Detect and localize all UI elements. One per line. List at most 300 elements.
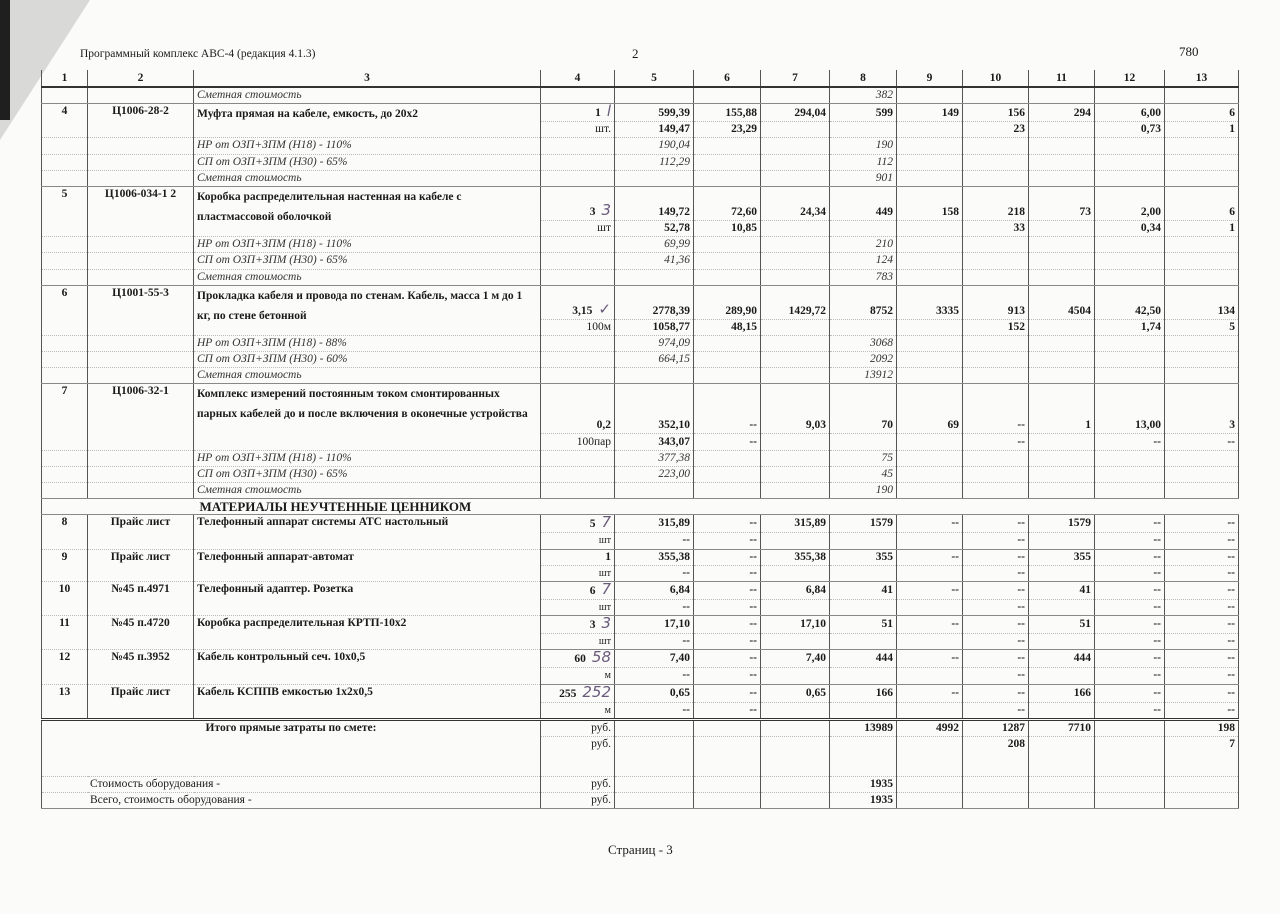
- value-cell: 166: [1029, 684, 1095, 702]
- cell: [897, 170, 963, 186]
- value-cell: --: [963, 634, 1029, 650]
- profit-rate: 112,29: [615, 154, 694, 170]
- item-code: Прайс лист: [88, 684, 194, 719]
- overhead-row: [42, 450, 1239, 466]
- section-title: МАТЕРИАЛЫ НЕУЧТЕННЫЕ ЦЕННИКОМ: [194, 499, 1239, 515]
- cell: [761, 736, 830, 776]
- overhead-value: 75: [830, 450, 897, 466]
- value-cell: --: [1095, 650, 1165, 668]
- item-number: 8: [42, 515, 88, 549]
- cell: [88, 87, 194, 104]
- item-quantity: [541, 581, 615, 599]
- value-cell: --: [963, 684, 1029, 702]
- column-header: 12: [1095, 70, 1165, 87]
- value-cell: --: [694, 599, 761, 615]
- cell: [761, 352, 830, 368]
- value-cell: --: [1165, 684, 1239, 702]
- overhead-rate: 69,99: [615, 237, 694, 253]
- equipment-total-value: 1935: [830, 793, 897, 809]
- value-cell: 52,78: [615, 220, 694, 236]
- value-cell: --: [1095, 565, 1165, 581]
- value-cell: 9,03: [761, 384, 830, 434]
- value-cell: 13,00: [1095, 384, 1165, 434]
- overhead-value: 190: [830, 138, 897, 154]
- value-cell: [761, 319, 830, 335]
- value-cell: [1029, 702, 1095, 719]
- overhead-row: [42, 138, 1239, 154]
- value-cell: --: [615, 634, 694, 650]
- cell: [541, 154, 615, 170]
- value-cell: 6,84: [615, 581, 694, 599]
- handwritten-mark: 252: [582, 684, 611, 701]
- cell: [694, 776, 761, 792]
- item-code: №45 п.4971: [88, 581, 194, 615]
- item-number: 6: [42, 285, 88, 335]
- handwritten-mark: 3: [601, 615, 611, 633]
- value-cell: 355: [830, 549, 897, 565]
- cell: [963, 335, 1029, 351]
- cell: [1095, 87, 1165, 104]
- cell: [88, 352, 194, 368]
- item-number: 7: [42, 384, 88, 450]
- value-cell: 355,38: [615, 549, 694, 565]
- cell: [615, 87, 694, 104]
- smeta-label: Сметная стоимость: [194, 87, 541, 104]
- profit-rate: 223,00: [615, 466, 694, 482]
- cell: [694, 450, 761, 466]
- cell: [1165, 776, 1239, 792]
- smeta-label: Сметная стоимость: [194, 368, 541, 384]
- column-header: 6: [694, 70, 761, 87]
- value-cell: --: [1165, 434, 1239, 450]
- cell: [615, 776, 694, 792]
- handwritten-mark: 58: [591, 649, 611, 667]
- value-cell: --: [1165, 515, 1239, 533]
- cell: [1029, 352, 1095, 368]
- value-cell: 70: [830, 384, 897, 434]
- cell: [615, 793, 694, 809]
- item-number: 11: [42, 616, 88, 650]
- item-quantity: [541, 285, 615, 319]
- item-name: Телефонный аппарат системы АТС настольный: [194, 515, 541, 549]
- cell: [1029, 793, 1095, 809]
- value-cell: --: [1095, 533, 1165, 549]
- cell: [541, 450, 615, 466]
- item-unit: шт: [541, 599, 615, 615]
- value-cell: 0,65: [615, 684, 694, 702]
- value-cell: --: [1165, 599, 1239, 615]
- item-unit: 100м: [541, 319, 615, 335]
- profit-rate: 664,15: [615, 352, 694, 368]
- equipment-total-row: [42, 793, 1239, 809]
- profit-row: [42, 253, 1239, 269]
- value-cell: 6,84: [761, 581, 830, 599]
- cell: [1095, 352, 1165, 368]
- smeta-label: Сметная стоимость: [194, 483, 541, 499]
- item-name: Коробка распределительная КРТП-10х2: [194, 616, 541, 650]
- value-cell: 17,10: [615, 616, 694, 634]
- value-cell: 10,85: [694, 220, 761, 236]
- value-cell: [761, 702, 830, 719]
- cell: [761, 237, 830, 253]
- currency-unit: руб.: [541, 793, 615, 809]
- table-row: [42, 87, 1239, 104]
- cell: [615, 269, 694, 285]
- value-cell: --: [694, 533, 761, 549]
- value-cell: --: [1095, 684, 1165, 702]
- item-row: [42, 104, 1239, 122]
- cell: [1095, 170, 1165, 186]
- item-quantity: [541, 549, 615, 565]
- value-cell: [830, 319, 897, 335]
- value-cell: 149,47: [615, 122, 694, 138]
- item-unit: шт: [541, 565, 615, 581]
- cell: [963, 352, 1029, 368]
- value-cell: 294: [1029, 104, 1095, 122]
- cell: [1095, 368, 1165, 384]
- cell: [694, 368, 761, 384]
- value-cell: 1,74: [1095, 319, 1165, 335]
- value-cell: --: [615, 702, 694, 719]
- item-code: Прайс лист: [88, 549, 194, 581]
- item-quantity: [541, 384, 615, 434]
- cell: [615, 719, 694, 736]
- value-cell: 1579: [830, 515, 897, 533]
- cell: [897, 154, 963, 170]
- cell: [1165, 87, 1239, 104]
- cell: [963, 793, 1029, 809]
- overhead-rate: 190,04: [615, 138, 694, 154]
- value-cell: --: [694, 650, 761, 668]
- item-number: 10: [42, 581, 88, 615]
- overhead-label: НР от ОЗП+ЗПМ (Н18) - 110%: [194, 450, 541, 466]
- value-cell: 4504: [1029, 285, 1095, 319]
- currency-unit: руб.: [541, 776, 615, 792]
- cell: [761, 368, 830, 384]
- cell: [541, 138, 615, 154]
- cell: [1165, 138, 1239, 154]
- profit-label: СП от ОЗП+ЗПМ (Н30) - 60%: [194, 352, 541, 368]
- profit-row: [42, 154, 1239, 170]
- value-cell: 2778,39: [615, 285, 694, 319]
- total-value: 7: [1165, 736, 1239, 776]
- cell: [1165, 466, 1239, 482]
- value-cell: --: [1095, 581, 1165, 599]
- cell: [897, 253, 963, 269]
- total-value: 7710: [1029, 719, 1095, 736]
- cell: [897, 736, 963, 776]
- cell: [761, 483, 830, 499]
- value-cell: 23,29: [694, 122, 761, 138]
- value-cell: --: [694, 434, 761, 450]
- value-cell: [830, 565, 897, 581]
- cell: [42, 483, 88, 499]
- value-cell: 8752: [830, 285, 897, 319]
- cell: [1029, 253, 1095, 269]
- value-cell: 352,10: [615, 384, 694, 434]
- cell: [963, 87, 1029, 104]
- value-cell: [830, 533, 897, 549]
- cell: [1095, 466, 1165, 482]
- value-cell: 315,89: [615, 515, 694, 533]
- cell: [541, 368, 615, 384]
- value-cell: 7,40: [615, 650, 694, 668]
- column-header: 2: [88, 70, 194, 87]
- value-cell: [830, 220, 897, 236]
- value-cell: [830, 434, 897, 450]
- value-cell: --: [1165, 549, 1239, 565]
- item-row: [42, 384, 1239, 434]
- value-cell: [830, 599, 897, 615]
- value-cell: [897, 319, 963, 335]
- profit-rate: 41,36: [615, 253, 694, 269]
- value-cell: [897, 122, 963, 138]
- column-header: 5: [615, 70, 694, 87]
- item-code: Прайс лист: [88, 515, 194, 549]
- value-cell: 41: [830, 581, 897, 599]
- cell: [694, 793, 761, 809]
- column-header-row: [42, 70, 1239, 87]
- cell: [761, 170, 830, 186]
- item-name: Прокладка кабеля и провода по стенам. Кабель, масса 1 м до 1 кг, по стене бетонной: [194, 285, 541, 335]
- item-unit: шт: [541, 634, 615, 650]
- item-unit: шт: [541, 533, 615, 549]
- profit-value: 45: [830, 466, 897, 482]
- overhead-row: [42, 237, 1239, 253]
- value-cell: 599: [830, 104, 897, 122]
- value-cell: --: [1165, 533, 1239, 549]
- value-cell: 913: [963, 285, 1029, 319]
- handwritten-mark: l: [606, 103, 611, 121]
- cell: [694, 352, 761, 368]
- section-row: [42, 499, 1239, 515]
- cell: [897, 793, 963, 809]
- cell: [897, 450, 963, 466]
- value-cell: --: [615, 599, 694, 615]
- item-code: Ц1006-28-2: [88, 104, 194, 138]
- value-cell: --: [963, 434, 1029, 450]
- cell: [897, 776, 963, 792]
- item-name: Телефонный аппарат-автомат: [194, 549, 541, 581]
- cell: [830, 736, 897, 776]
- item-quantity: [541, 684, 615, 702]
- column-header: 10: [963, 70, 1029, 87]
- value-cell: --: [897, 549, 963, 565]
- value-cell: [1029, 122, 1095, 138]
- quantity-value: 3,15: [572, 304, 593, 317]
- value-cell: --: [1095, 702, 1165, 719]
- value-cell: --: [1095, 634, 1165, 650]
- value-cell: 156: [963, 104, 1029, 122]
- cell: [541, 352, 615, 368]
- item-unit: м: [541, 668, 615, 684]
- value-cell: [1029, 668, 1095, 684]
- total-value: 1287: [963, 719, 1029, 736]
- value-cell: 444: [1029, 650, 1095, 668]
- cell: [88, 170, 194, 186]
- cell: [42, 170, 88, 186]
- profit-value: 112: [830, 154, 897, 170]
- page-count-footer: Страниц - 3: [608, 842, 673, 857]
- item-number: 5: [42, 186, 88, 236]
- cell: [88, 483, 194, 499]
- cell: [88, 237, 194, 253]
- value-cell: --: [1095, 616, 1165, 634]
- item-name: Коробка распределительная настенная на кабеле с пластмассовой оболочкой: [194, 186, 541, 236]
- cell: [897, 352, 963, 368]
- total-value: 13989: [830, 719, 897, 736]
- cell: [761, 335, 830, 351]
- page-mark: 2: [632, 46, 639, 61]
- cell: [1165, 170, 1239, 186]
- item-quantity: [541, 515, 615, 533]
- cell: [1165, 253, 1239, 269]
- currency-unit: руб.: [541, 736, 615, 776]
- handwritten-mark: 7: [601, 514, 611, 532]
- cell: [1029, 368, 1095, 384]
- cell: [541, 466, 615, 482]
- value-cell: --: [1095, 549, 1165, 565]
- value-cell: --: [963, 565, 1029, 581]
- column-header: 1: [42, 70, 88, 87]
- cell: [761, 719, 830, 736]
- cell: [1165, 352, 1239, 368]
- item-code: №45 п.4720: [88, 616, 194, 650]
- cell: [42, 87, 88, 104]
- value-cell: --: [1165, 634, 1239, 650]
- cell: [897, 483, 963, 499]
- currency-unit: руб.: [541, 719, 615, 736]
- value-cell: [830, 668, 897, 684]
- quantity-value: 1: [595, 107, 601, 120]
- equipment-value: 1935: [830, 776, 897, 792]
- value-cell: 73: [1029, 186, 1095, 220]
- cell: [694, 154, 761, 170]
- smeta-label: Сметная стоимость: [194, 269, 541, 285]
- value-cell: 149: [897, 104, 963, 122]
- overhead-value: 3068: [830, 335, 897, 351]
- cell: [88, 466, 194, 482]
- cell: [1095, 269, 1165, 285]
- value-cell: [830, 122, 897, 138]
- cell: [1095, 736, 1165, 776]
- cell: [694, 269, 761, 285]
- cell: [963, 138, 1029, 154]
- value-cell: 23: [963, 122, 1029, 138]
- overhead-value: 210: [830, 237, 897, 253]
- total-value: 208: [963, 736, 1029, 776]
- value-cell: 3335: [897, 285, 963, 319]
- column-header: 9: [897, 70, 963, 87]
- item-code: Ц1006-034-1 2: [88, 186, 194, 236]
- cell: [1029, 170, 1095, 186]
- item-name: Комплекс измерений постоянным током смонтированных парных кабелей до и после включения в оконечные устройства: [194, 384, 541, 450]
- cell: [541, 170, 615, 186]
- value-cell: 6,00: [1095, 104, 1165, 122]
- smeta-row: [42, 269, 1239, 285]
- cell: [761, 466, 830, 482]
- value-cell: [897, 533, 963, 549]
- value-cell: --: [1165, 650, 1239, 668]
- value-cell: --: [963, 650, 1029, 668]
- cell: [694, 466, 761, 482]
- value-cell: [830, 702, 897, 719]
- value-cell: --: [1095, 668, 1165, 684]
- cell: [42, 154, 88, 170]
- scan-edge: [0, 0, 10, 120]
- value-cell: 42,50: [1095, 285, 1165, 319]
- cell: [1165, 269, 1239, 285]
- value-cell: 449: [830, 186, 897, 220]
- value-cell: --: [1165, 668, 1239, 684]
- overhead-label: НР от ОЗП+ЗПМ (Н18) - 110%: [194, 237, 541, 253]
- value-cell: 17,10: [761, 616, 830, 634]
- value-cell: [1029, 634, 1095, 650]
- quantity-value: 60: [574, 653, 586, 666]
- value-cell: [1029, 599, 1095, 615]
- value-cell: [761, 599, 830, 615]
- value-cell: 155,88: [694, 104, 761, 122]
- value-cell: --: [1165, 565, 1239, 581]
- quantity-value: 1: [605, 550, 611, 563]
- cell: [761, 793, 830, 809]
- cell: [42, 269, 88, 285]
- value-cell: [897, 599, 963, 615]
- item-quantity: [541, 650, 615, 668]
- value-cell: --: [694, 384, 761, 434]
- program-header: Программный комплекс АВС-4 (редакция 4.1.3): [80, 48, 316, 60]
- cell: [541, 237, 615, 253]
- profit-label: СП от ОЗП+ЗПМ (Н30) - 65%: [194, 466, 541, 482]
- value-cell: --: [694, 634, 761, 650]
- value-cell: 6: [1165, 186, 1239, 220]
- value-cell: [1029, 533, 1095, 549]
- value-cell: --: [694, 702, 761, 719]
- overhead-label: НР от ОЗП+ЗПМ (Н18) - 88%: [194, 335, 541, 351]
- value-cell: --: [897, 616, 963, 634]
- item-unit: шт: [541, 220, 615, 236]
- item-number: 13: [42, 684, 88, 719]
- cell: [1165, 237, 1239, 253]
- value-cell: --: [963, 549, 1029, 565]
- value-cell: 1: [1165, 122, 1239, 138]
- cell: [761, 269, 830, 285]
- cell: [615, 368, 694, 384]
- value-cell: [1029, 319, 1095, 335]
- material-row: [42, 515, 1239, 533]
- value-cell: --: [1095, 599, 1165, 615]
- cell: [42, 253, 88, 269]
- column-header: 3: [194, 70, 541, 87]
- value-cell: --: [1165, 581, 1239, 599]
- cell: [1029, 776, 1095, 792]
- value-cell: 24,34: [761, 186, 830, 220]
- cell: [42, 368, 88, 384]
- cell: [1029, 483, 1095, 499]
- value-cell: 294,04: [761, 104, 830, 122]
- value-cell: [897, 434, 963, 450]
- smeta-value: 783: [830, 269, 897, 285]
- value-cell: --: [694, 515, 761, 533]
- cell: [1095, 335, 1165, 351]
- value-cell: --: [694, 668, 761, 684]
- value-cell: --: [615, 668, 694, 684]
- value-cell: [830, 634, 897, 650]
- cell: [1095, 253, 1165, 269]
- cell: [1029, 154, 1095, 170]
- cell: [88, 499, 194, 515]
- smeta-label: Сметная стоимость: [194, 170, 541, 186]
